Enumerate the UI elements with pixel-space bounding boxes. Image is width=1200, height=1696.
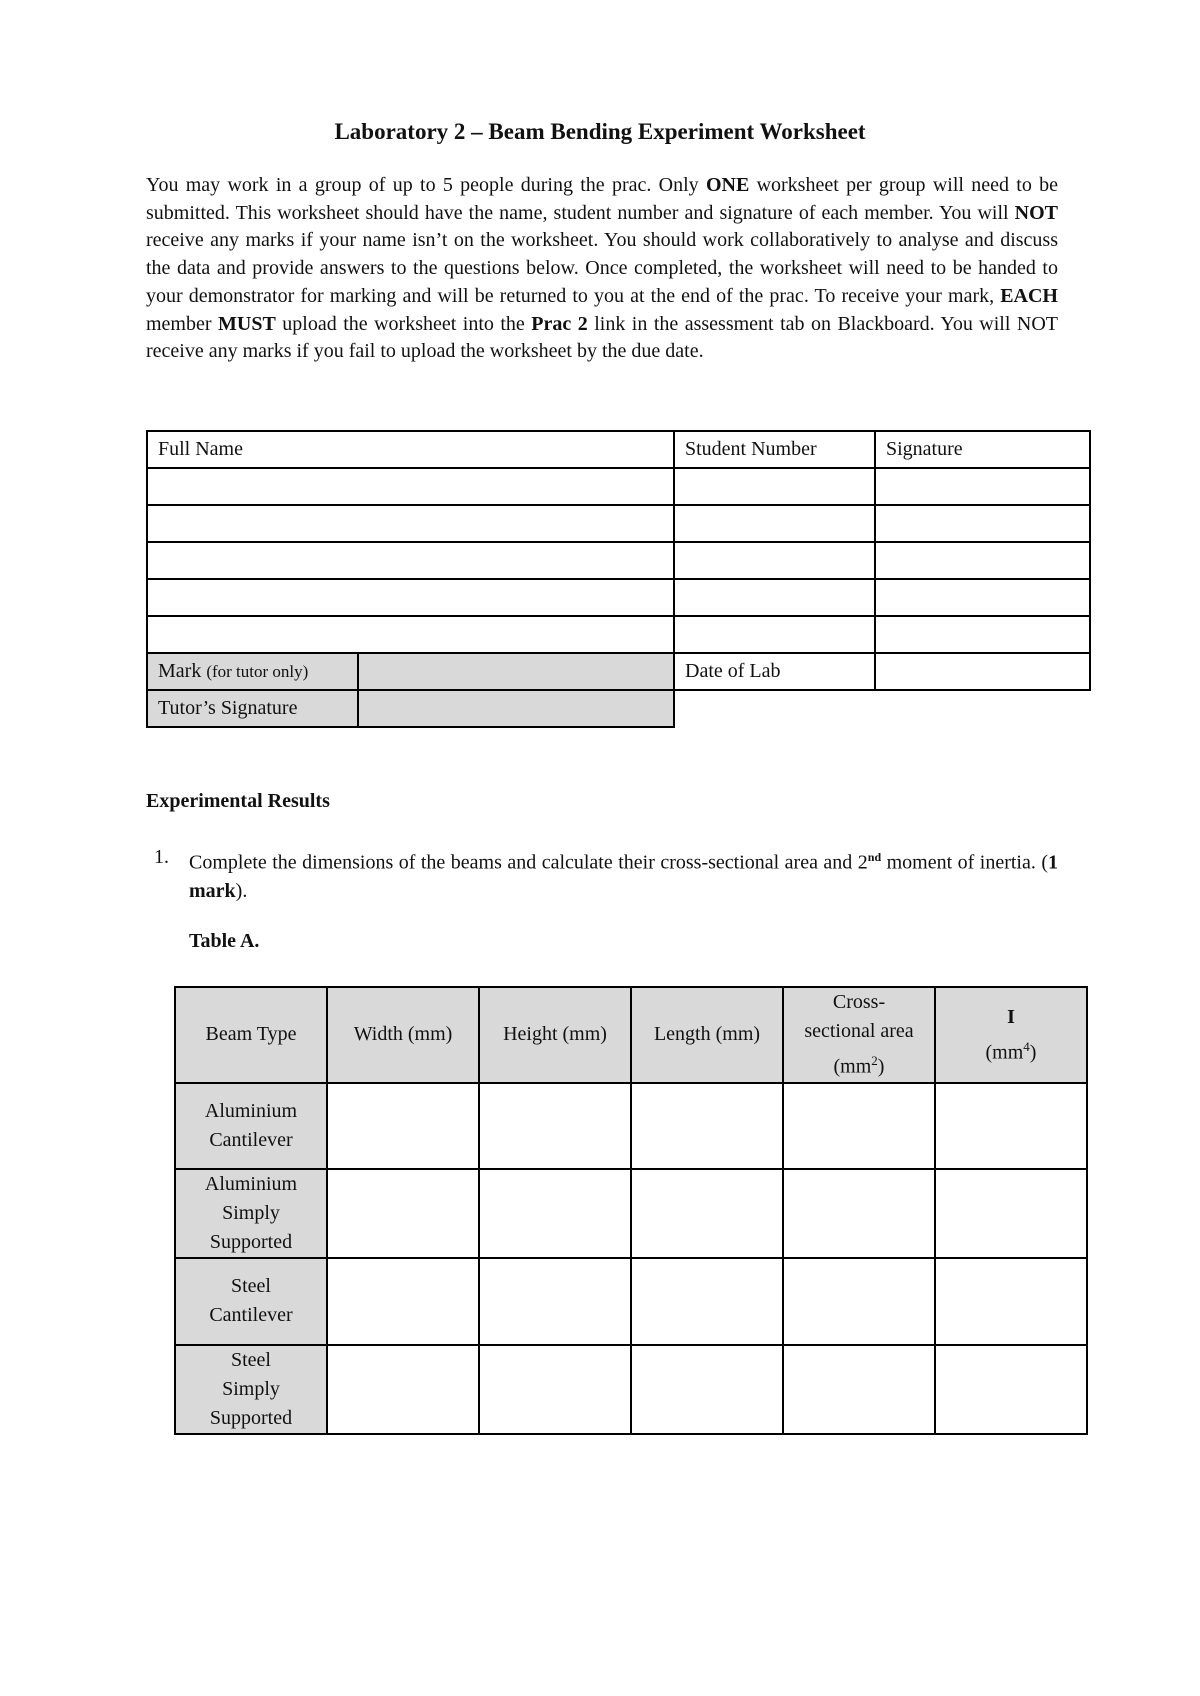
length-cell[interactable] — [631, 1083, 783, 1169]
header-student-number: Student Number — [674, 431, 875, 468]
inertia-cell[interactable] — [935, 1083, 1087, 1169]
area-line-3-end: ) — [877, 1055, 885, 1078]
page-title: Laboratory 2 – Beam Bending Experiment Worksheet — [334, 119, 866, 144]
member-signature-cell[interactable] — [875, 542, 1090, 579]
i-unit-end: ) — [1029, 1041, 1037, 1064]
member-row — [147, 579, 1090, 616]
width-cell[interactable] — [327, 1169, 479, 1258]
intro-text-3: receive any marks if your name isn’t on the worksheet. You should work collaboratively to analyse and discuss the data and provide answers to the questions below. Once completed, the worksheet will need to be handed to your demonstrator for marking and will be returned to you at the end of the prac. To receive your mark, — [146, 229, 1058, 307]
beam-header-row — [175, 987, 1087, 1083]
i-sup: 4 — [1023, 1038, 1030, 1054]
member-student-number-cell[interactable] — [674, 468, 875, 505]
beam-type-line-3: Supported — [209, 1406, 293, 1429]
height-cell[interactable] — [479, 1169, 631, 1258]
member-row — [147, 505, 1090, 542]
question-number: 1. — [154, 846, 169, 868]
section-heading: Experimental Results — [146, 790, 330, 812]
beam-row — [175, 1258, 1087, 1345]
member-student-number-cell[interactable] — [674, 505, 875, 542]
tutor-signature-cell[interactable] — [358, 690, 674, 727]
inertia-cell[interactable] — [935, 1258, 1087, 1345]
member-student-number-cell[interactable] — [674, 542, 875, 579]
width-cell[interactable] — [327, 1258, 479, 1345]
length-cell[interactable] — [631, 1169, 783, 1258]
question-sup: nd — [867, 850, 882, 864]
member-signature-cell[interactable] — [875, 616, 1090, 653]
date-of-lab-label: Date of Lab — [674, 653, 875, 690]
question-text-b: moment of inertia. ( — [881, 851, 1048, 874]
area-line-2: sectional area — [804, 1020, 914, 1042]
beam-type-line-2: Simply — [222, 1377, 280, 1400]
group-members-table — [146, 430, 1091, 728]
intro-bold-not: NOT — [1014, 201, 1058, 224]
member-row — [147, 468, 1090, 505]
beam-type-line-2: Cantilever — [209, 1304, 293, 1327]
table-a-label: Table A. — [189, 930, 260, 952]
area-sup: 2 — [871, 1053, 878, 1068]
beam-type-line-1: Steel — [231, 1275, 271, 1298]
area-cell[interactable] — [783, 1169, 935, 1258]
intro-paragraph — [146, 172, 1058, 366]
mark-label: Mark — [158, 660, 202, 682]
area-cell[interactable] — [783, 1083, 935, 1169]
height-cell[interactable] — [479, 1258, 631, 1345]
intro-text-2: worksheet per group will need to be submitted. This worksheet should have the name, student number and signature of each member. You will — [146, 174, 1058, 224]
area-cell[interactable] — [783, 1345, 935, 1434]
header-signature: Signature — [875, 431, 1090, 468]
tutor-signature-label: Tutor’s Signature — [147, 690, 358, 727]
member-name-cell[interactable] — [147, 579, 674, 616]
tutor-signature-row — [147, 690, 1090, 727]
empty-cell — [674, 690, 1090, 727]
length-cell[interactable] — [631, 1345, 783, 1434]
member-row — [147, 616, 1090, 653]
member-name-cell[interactable] — [147, 542, 674, 579]
beam-type-cell — [175, 1345, 327, 1434]
member-row — [147, 542, 1090, 579]
area-line-1: Cross- — [832, 991, 886, 1013]
intro-bold-one: ONE — [705, 174, 750, 196]
member-name-cell[interactable] — [147, 505, 674, 542]
height-cell[interactable] — [479, 1345, 631, 1434]
header-moment-of-inertia — [935, 987, 1087, 1083]
beam-type-line-3: Supported — [209, 1230, 293, 1253]
beam-row — [175, 1345, 1087, 1434]
question-text — [189, 843, 1058, 905]
header-height: Height (mm) — [479, 987, 631, 1083]
question-text-a: Complete the dimensions of the beams and calculate their cross-sectional area and 2 — [189, 851, 868, 874]
inertia-cell[interactable] — [935, 1169, 1087, 1258]
intro-bold-must: MUST — [218, 312, 276, 335]
inertia-cell[interactable] — [935, 1345, 1087, 1434]
header-cross-sectional-area — [783, 987, 935, 1083]
member-signature-cell[interactable] — [875, 468, 1090, 505]
beam-row — [175, 1169, 1087, 1258]
header-length: Length (mm) — [631, 987, 783, 1083]
length-cell[interactable] — [631, 1258, 783, 1345]
beam-type-line-1: Steel — [231, 1348, 271, 1371]
intro-text-5: upload the worksheet into the — [275, 312, 532, 335]
height-cell[interactable] — [479, 1083, 631, 1169]
question-text-c: ). — [235, 879, 248, 902]
mark-row — [147, 653, 1090, 690]
area-line-3: (mm — [833, 1055, 872, 1078]
beam-type-line-2: Cantilever — [209, 1128, 293, 1151]
member-signature-cell[interactable] — [875, 505, 1090, 542]
width-cell[interactable] — [327, 1083, 479, 1169]
member-name-cell[interactable] — [147, 616, 674, 653]
members-header-row — [147, 431, 1090, 468]
intro-text-1: You may work in a group of up to 5 people during the prac. Only — [146, 174, 706, 196]
intro-text-4: member — [146, 312, 219, 335]
member-student-number-cell[interactable] — [674, 616, 875, 653]
beam-type-cell — [175, 1083, 327, 1169]
beam-dimensions-table — [174, 986, 1088, 1435]
header-full-name: Full Name — [147, 431, 674, 468]
member-name-cell[interactable] — [147, 468, 674, 505]
intro-bold-prac2: Prac 2 — [531, 312, 588, 335]
beam-type-cell — [175, 1169, 327, 1258]
beam-row — [175, 1083, 1087, 1169]
intro-bold-each: EACH — [1000, 284, 1058, 307]
header-beam-type: Beam Type — [175, 987, 327, 1083]
mark-label-cell — [147, 653, 358, 690]
member-signature-cell[interactable] — [875, 579, 1090, 616]
width-cell[interactable] — [327, 1345, 479, 1434]
mark-note: (for tutor only) — [206, 662, 309, 681]
mark-value-cell[interactable] — [358, 653, 674, 690]
i-symbol: I — [1007, 1005, 1015, 1028]
beam-type-line-1: Aluminium — [204, 1172, 298, 1195]
beam-type-cell — [175, 1258, 327, 1345]
beam-type-line-2: Simply — [222, 1201, 280, 1224]
intro-text-6: link in the assessment tab on Blackboard. You will NOT receive any marks if you fail to upload the worksheet by the due date. — [146, 312, 1058, 363]
header-width: Width (mm) — [327, 987, 479, 1083]
question-mark: 1 mark — [189, 851, 1058, 902]
beam-type-line-1: Aluminium — [204, 1099, 298, 1122]
question-1 — [146, 843, 1058, 905]
i-unit: (mm — [985, 1041, 1024, 1064]
member-student-number-cell[interactable] — [674, 579, 875, 616]
area-cell[interactable] — [783, 1258, 935, 1345]
date-of-lab-cell[interactable] — [875, 653, 1090, 690]
